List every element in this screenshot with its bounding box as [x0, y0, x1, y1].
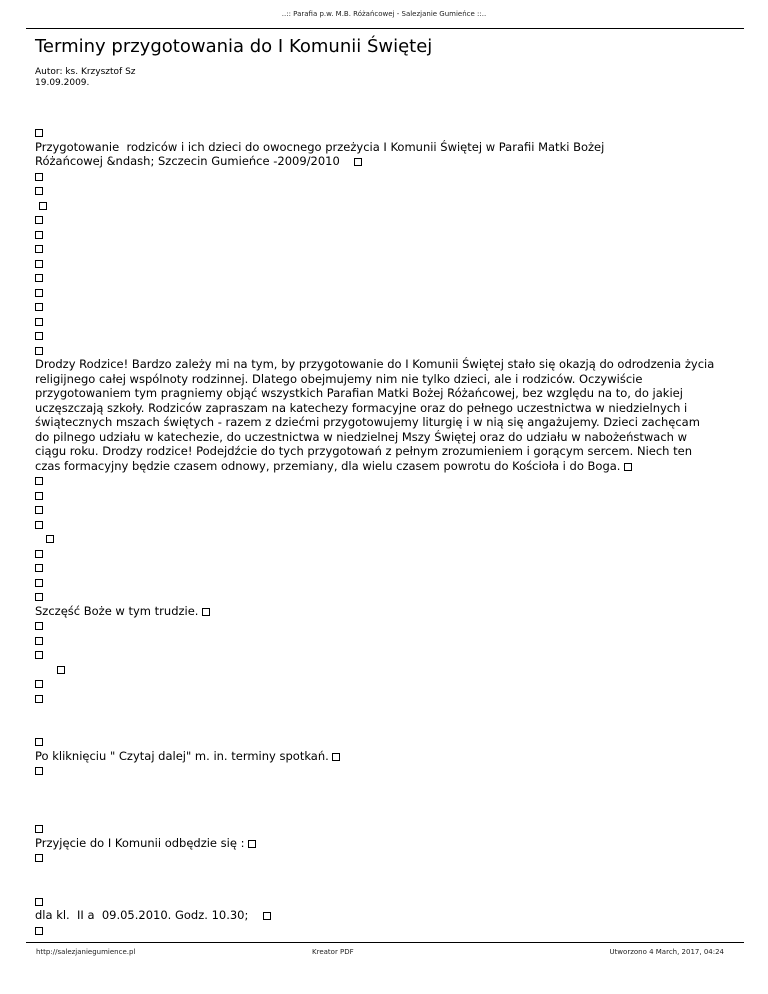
communion-date-line [35, 836, 715, 851]
placeholder-glyph-row [35, 618, 715, 633]
intro-text: Różańcowej &ndash; Szczecin Gumieńce -2009/2010 [35, 154, 340, 168]
placeholder-glyph-row [35, 546, 715, 561]
missing-glyph-icon [39, 202, 47, 210]
placeholder-glyph-row [35, 270, 715, 285]
placeholder-glyph-row [35, 850, 715, 865]
missing-glyph-icon [57, 666, 65, 674]
missing-glyph-icon [35, 332, 43, 340]
missing-glyph-icon [35, 347, 43, 355]
missing-glyph-icon [35, 187, 43, 195]
footer-rule [26, 942, 744, 943]
missing-glyph-icon [35, 579, 43, 587]
spacer [35, 720, 715, 735]
placeholder-glyph-row [35, 328, 715, 343]
missing-glyph-icon [35, 506, 43, 514]
read-more-text: Po kliknięciu " Czytaj dalej" m. in. terminy spotkań. [35, 748, 329, 763]
placeholder-glyph-row [35, 285, 715, 300]
missing-glyph-icon [35, 521, 43, 529]
placeholder-glyph-row [35, 560, 715, 575]
spacer [35, 807, 715, 822]
placeholder-glyph-row [35, 633, 715, 648]
placeholder-glyph-row [35, 517, 715, 532]
placeholder-glyph-row [35, 589, 715, 604]
missing-glyph-icon [354, 158, 362, 166]
placeholder-glyph-row [35, 894, 715, 909]
missing-glyph-icon [35, 129, 43, 137]
placeholder-glyph-row [35, 227, 715, 242]
placeholder-glyph-row [35, 691, 715, 706]
placeholder-glyph-row [35, 575, 715, 590]
placeholder-glyph-row [35, 299, 715, 314]
missing-glyph-icon [35, 303, 43, 311]
document-header: ..:: Parafia p.w. M.B. Różańcowej - Salezjanie Gumieńce ::.. [281, 10, 487, 18]
missing-glyph-icon [46, 535, 54, 543]
placeholder-glyph-row [35, 212, 715, 227]
missing-glyph-icon [35, 231, 43, 239]
missing-glyph-icon [35, 651, 43, 659]
placeholder-glyph-row [35, 343, 715, 358]
communion-date-text: Przyjęcie do I Komunii odbędzie się : [35, 835, 245, 850]
blessing-text: Szczęść Boże w tym trudzie. [35, 603, 199, 618]
placeholder-glyph-row [35, 125, 715, 140]
missing-glyph-icon [263, 912, 271, 920]
missing-glyph-icon [35, 593, 43, 601]
spacer [35, 879, 715, 894]
missing-glyph-icon [35, 289, 43, 297]
placeholder-glyph-row [35, 676, 715, 691]
missing-glyph-icon [35, 550, 43, 558]
main-paragraph-text: Drodzy Rodzice! Bardzo zależy mi na tym, by przygotowanie do I Komunii Świętej stało się okazją do odrodzenia życia religijnego całej wspólnoty rodzinnej. Dlatego obejmujemy nim nie tylko dzieci, ale i rodziców. Oczywiście przygotowaniem tym pragniemy objąć wszystkich Parafian Matki Bożej Różańcowej, bez względu na to, do jakiej uczęszczają szkoły. Rodziców zapraszam na katechezy formacyjne oraz do pełnego uczestnictwa w niedzielnych i świątecznych mszach świętych - razem z dziećmi przygotowujemy liturgię i w nią się angażujemy. Dzieci zachęcam do pilnego udziału w katechezie, do uczestnictwa w niedzielnej Mszy Świętej oraz do udziału w nabożeństwach w ciągu roku. Drodzy rodzice! Podejdźcie do tych przygotowań z pełnym zrozumieniem i gorącym sercem. Niech ten czas formacyjny będzie czasem odnowy, przemiany, dla wielu czasem powrotu do Kościoła i do Boga. [35, 357, 715, 473]
missing-glyph-icon [35, 216, 43, 224]
missing-glyph-icon [35, 767, 43, 775]
missing-glyph-icon [35, 854, 43, 862]
missing-glyph-icon [35, 622, 43, 630]
intro-line [35, 154, 715, 169]
spacer [35, 865, 715, 880]
missing-glyph-icon [35, 274, 43, 282]
footer-created: Utworzono 4 March, 2017, 04:24 [609, 948, 724, 956]
header-rule [26, 28, 744, 29]
missing-glyph-icon [35, 173, 43, 181]
missing-glyph-icon [35, 492, 43, 500]
placeholder-glyph-row [35, 821, 715, 836]
placeholder-glyph-row [35, 256, 715, 271]
missing-glyph-icon [35, 477, 43, 485]
class-schedule-text: dla kl. II a 09.05.2010. Godz. 10.30; [35, 908, 249, 922]
placeholder-glyph-row [35, 183, 715, 198]
missing-glyph-icon [35, 898, 43, 906]
placeholder-glyph-row [35, 488, 715, 503]
read-more-line [35, 749, 715, 764]
intro-line: Przygotowanie rodziców i ich dzieci do owocnego przeżycia I Komunii Świętej w Parafii Matki Bożej [35, 139, 605, 154]
missing-glyph-icon [35, 260, 43, 268]
placeholder-glyph-row [35, 531, 715, 546]
placeholder-glyph-row [35, 763, 715, 778]
spacer [35, 792, 715, 807]
placeholder-glyph-row [35, 647, 715, 662]
date-line: 19.09.2009. [35, 78, 90, 88]
article-title: Terminy przygotowania do I Komunii Świętej [35, 36, 433, 57]
missing-glyph-icon [202, 608, 210, 616]
placeholder-glyph-row [35, 473, 715, 488]
main-paragraph [35, 357, 715, 473]
placeholder-glyph-row [35, 241, 715, 256]
missing-glyph-icon [248, 840, 256, 848]
missing-glyph-icon [35, 680, 43, 688]
placeholder-glyph-row [35, 502, 715, 517]
blessing-line [35, 604, 715, 619]
placeholder-glyph-row [35, 198, 715, 213]
footer-generator: Kreator PDF [312, 948, 354, 956]
missing-glyph-icon [332, 753, 340, 761]
spacer [35, 705, 715, 720]
missing-glyph-icon [624, 463, 632, 471]
placeholder-glyph-row [35, 734, 715, 749]
placeholder-glyph-row [35, 169, 715, 184]
article-body [35, 125, 715, 937]
missing-glyph-icon [35, 825, 43, 833]
missing-glyph-icon [35, 564, 43, 572]
placeholder-glyph-row [35, 314, 715, 329]
author-line: Autor: ks. Krzysztof Sz [35, 67, 136, 77]
spacer [35, 778, 715, 793]
footer-url: http://salezjaniegumience.pl [36, 948, 136, 956]
placeholder-glyph-row [35, 662, 715, 677]
placeholder-glyph-row [35, 923, 715, 938]
missing-glyph-icon [35, 738, 43, 746]
missing-glyph-icon [35, 927, 43, 935]
missing-glyph-icon [35, 695, 43, 703]
missing-glyph-icon [35, 245, 43, 253]
missing-glyph-icon [35, 637, 43, 645]
class-schedule-line [35, 908, 715, 923]
missing-glyph-icon [35, 318, 43, 326]
